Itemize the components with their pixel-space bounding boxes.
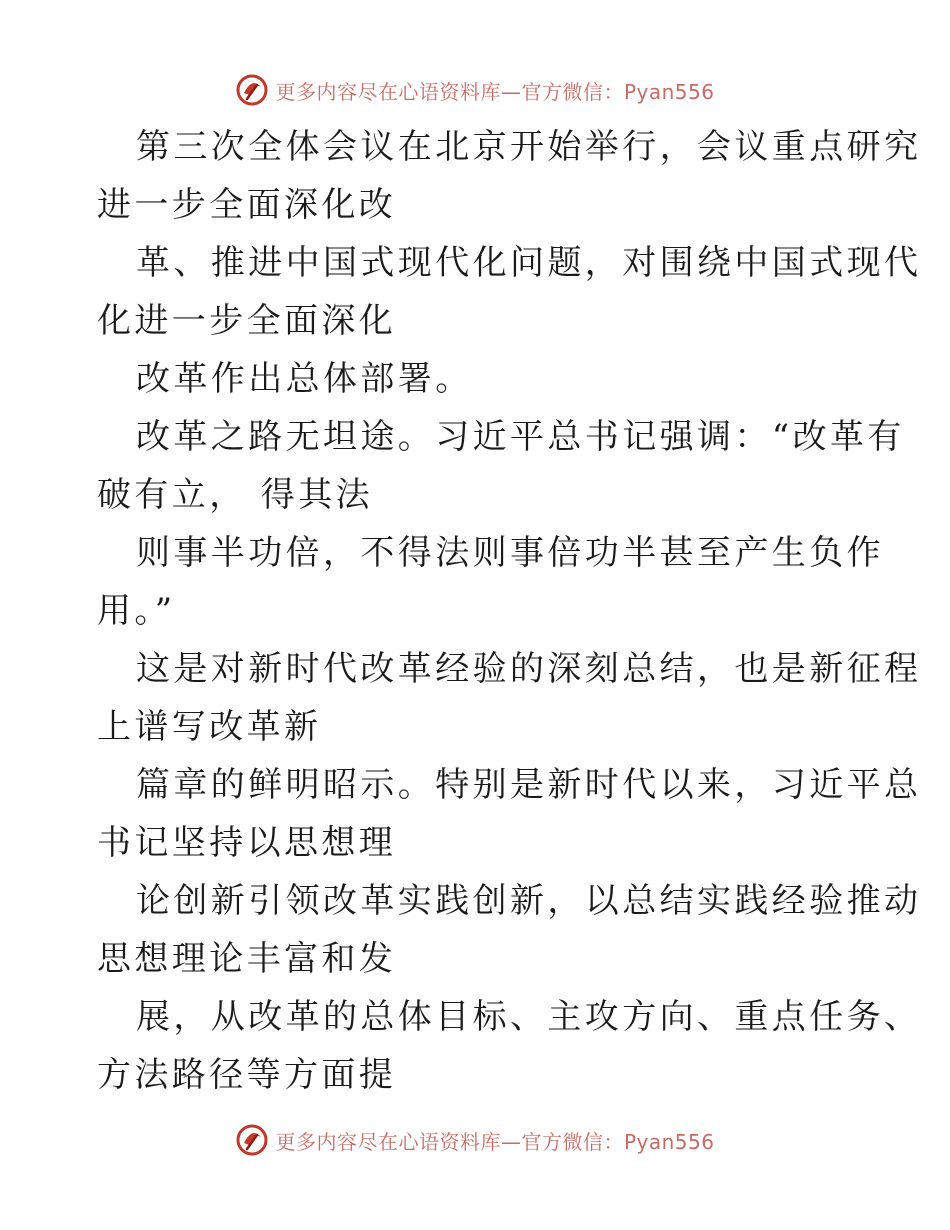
red-swirl-logo-icon [235, 73, 269, 107]
text-line: 破有立， 得其法 [97, 475, 374, 515]
watermark-text: 更多内容尽在心语资料库—官方微信：Pyan556 [275, 1129, 715, 1154]
text-line: 则事半功倍，不得法则事倍功半甚至产生负作 [136, 533, 884, 573]
text-line: 书记坚持以思想理 [97, 823, 397, 863]
text-line: 革、推进中国式现代化问题，对围绕中国式现代 [136, 243, 922, 283]
text-line: 方法路径等方面提 [97, 1055, 397, 1095]
text-line: 进一步全面深化改 [97, 185, 397, 225]
watermark-banner-top [0, 70, 950, 110]
watermark-banner-bottom [0, 1120, 950, 1160]
text-line: 改革作出总体部署。 [136, 359, 473, 399]
red-swirl-logo-icon [235, 1123, 269, 1157]
text-line: 上谱写改革新 [97, 707, 322, 747]
text-line: 化进一步全面深化 [97, 301, 397, 341]
text-line: 这是对新时代改革经验的深刻总结，也是新征程 [136, 649, 922, 689]
watermark-text: 更多内容尽在心语资料库—官方微信：Pyan556 [275, 79, 715, 104]
text-line: 改革之路无坦途。习近平总书记强调：“改革有 [136, 417, 905, 457]
text-line: 论创新引领改革实践创新，以总结实践经验推动 [136, 881, 922, 921]
text-line: 用。” [97, 591, 176, 631]
text-line: 思想理论丰富和发 [97, 939, 397, 979]
text-line: 篇章的鲜明昭示。特别是新时代以来，习近平总 [136, 765, 922, 805]
text-line: 展，从改革的总体目标、主攻方向、重点任务、 [136, 997, 922, 1037]
text-line: 第三次全体会议在北京开始举行，会议重点研究 [136, 127, 922, 167]
